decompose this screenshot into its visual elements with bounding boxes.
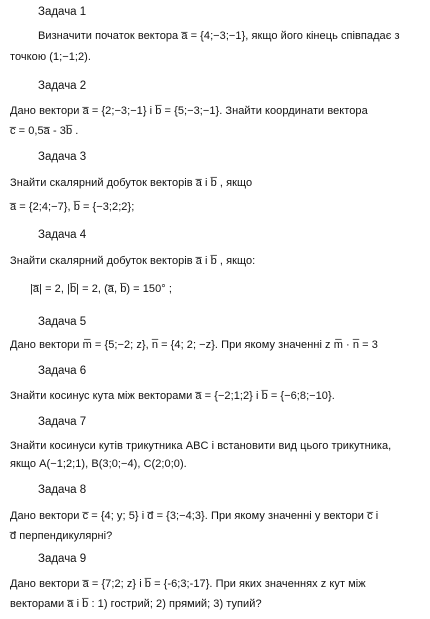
task-2-line-2: c̅ = 0,5a̅ - 3b̅ . [10, 125, 79, 137]
task-2-line-1: Дано вектори a̅ = {2;−3;−1} і b̅ = {5;−3;−1}. Знайти координати вектора [10, 105, 368, 117]
task-1-line-2: точкою (1;−1;2). [10, 51, 91, 63]
task-8-line-2: d̅ перпендикулярні? [10, 530, 113, 542]
task-9-line-2: векторами a̅ і b̅ : 1) гострий; 2) прямий; 3) тупий? [10, 598, 262, 610]
task-1-line-1: Визначити початок вектора a̅ = {4;−3;−1}, якщо його кінець співпадає з [38, 30, 400, 42]
task-9-line-1: Дано вектори a̅ = {7;2; z} і b̅ = {-6;3;-17}. При яких значеннях z кут між [10, 578, 366, 590]
task-4-line-1: Знайти скалярний добуток векторів a̅ і b̅ , якщо: [10, 255, 256, 267]
task-7-line-1: Знайти косинуси кутів трикутника ABC і встановити вид цього трикутника, [10, 440, 392, 452]
task-5-title: Задача 5 [38, 316, 87, 328]
task-4-line-2: |a̅| = 2, |b̅| = 2, (a̅, b̅) = 150° ; [30, 283, 172, 295]
task-4-title: Задача 4 [38, 229, 87, 241]
task-7-title: Задача 7 [38, 416, 87, 428]
task-2-title: Задача 2 [38, 80, 87, 92]
task-5-line-1: Дано вектори m̅ = {5;−2; z}, n̅ = {4; 2; −z}. При якому значенні z m̅ · n̅ = 3 [10, 339, 378, 351]
task-6-title: Задача 6 [38, 365, 87, 377]
task-7-line-2: якщо A(−1;2;1), B(3;0;−4), C(2;0;0). [10, 458, 187, 470]
task-1-title: Задача 1 [38, 6, 87, 18]
task-3-title: Задача 3 [38, 151, 87, 163]
task-3-line-2: a̅ = {2;4;−7}, b̅ = {−3;2;2}; [10, 201, 135, 213]
task-8-line-1: Дано вектори c̅ = {4; y; 5} і d̅ = {3;−4;3}. При якому значенні y вектори c̅ і [10, 510, 379, 522]
task-3-line-1: Знайти скалярний добуток векторів a̅ і b̅ , якщо [10, 177, 253, 189]
task-8-title: Задача 8 [38, 484, 87, 496]
task-9-title: Задача 9 [38, 553, 87, 565]
task-6-line-1: Знайти косинус кута між векторами a̅ = {−2;1;2} і b̅ = {−6;8;−10}. [10, 390, 335, 402]
